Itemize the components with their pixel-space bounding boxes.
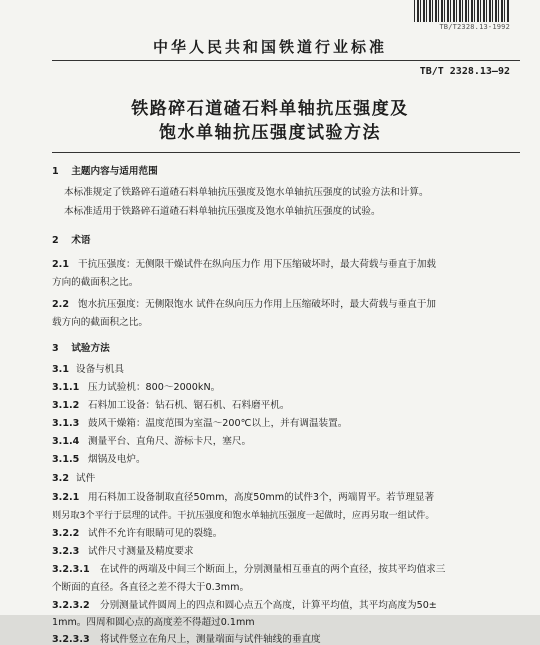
clause-3-1-4: [52, 433, 251, 447]
clause-number: 3.1.1: [52, 382, 80, 393]
clause-3-1-3: [52, 415, 347, 429]
clause-number: 3.1.5: [52, 454, 80, 465]
clause-continuation: 1mm。四周和圆心点的高度差不得超过0.1mm: [52, 617, 255, 628]
clause-text: 烟锅及电炉。: [88, 454, 146, 465]
section-title: 主题内容与适用范围: [71, 166, 158, 177]
clause-text: 试件: [76, 473, 96, 484]
section-1-heading: [52, 163, 158, 177]
section-title: 试验方法: [71, 343, 110, 354]
clause-text: 在试件的两端及中间三个断面上，分别测量相互垂直的两个直径，按其平均值求三: [100, 564, 446, 575]
clause-3-2-1: [52, 489, 434, 503]
clause-number: 2.1: [52, 259, 69, 270]
clause-text: 饱水抗压强度：无侧限饱水 试件在纵向压力作用上压缩破坏时，最大荷载与垂直于加: [78, 299, 437, 310]
section-2-heading: [52, 232, 91, 246]
clause-number: 3.1.2: [52, 400, 80, 411]
clause-number: 3.2.3.3: [52, 634, 90, 645]
clause-text: 设备与机具: [76, 364, 124, 375]
document-title-line-1: 铁路碎石道碴石料单轴抗压强度及: [131, 99, 409, 119]
section-title: 术语: [71, 235, 91, 246]
section-number: 2: [52, 235, 59, 246]
clause-text: 试件不允许有眼睛可见的裂缝。: [88, 528, 223, 539]
clause-continuation: 则另取3个平行于层理的试件。干抗压强度和饱水单轴抗压强度一起做时，应再另取一组试件。: [52, 510, 435, 521]
clause-number: 3.1.4: [52, 436, 80, 447]
clause-3-2: [52, 470, 95, 484]
clause-number: 3.2.3: [52, 546, 80, 557]
paragraph: 本标准规定了铁路碎石道碴石料单轴抗压强度及饱水单轴抗压强度的试验方法和计算。: [64, 187, 429, 198]
section-3-heading: [52, 340, 110, 354]
clause-text: 试件尺寸测量及精度要求: [88, 546, 194, 557]
clause-3-2-3-2: [52, 597, 437, 611]
clause-3-1: [52, 361, 124, 375]
clause-3-2-3: [52, 543, 194, 557]
clause-text: 石料加工设备：钻石机、锯石机、石料磨平机。: [88, 400, 290, 411]
clause-number: 3.2.2: [52, 528, 80, 539]
clause-text: 用石料加工设备制取直径50mm，高度50mm的试件3个，两端胃平。若节理显著: [88, 492, 435, 503]
clause-number: 2.2: [52, 299, 69, 310]
clause-text: 压力试验机：800～2000kN。: [88, 382, 221, 393]
clause-3-1-2: [52, 397, 289, 411]
barcode-code: TB/T2328.13-1992: [439, 23, 510, 31]
clause-text: 分别测量试件圆周上的四点和圆心点五个高度，计算平均值，其平均高度为50±: [100, 600, 437, 611]
clause-3-2-3-1: [52, 561, 445, 575]
barcode-image: [414, 0, 510, 22]
clause-continuation: 个断面的直径。各直径之差不得大于0.3mm。: [52, 582, 250, 593]
clause-text: 干抗压强度：无侧限干燥试件在纵向压力作 用下压缩破坏时，最大荷载与垂直于加载: [78, 259, 437, 270]
clause-number: 3.2: [52, 473, 69, 484]
standard-category-header: 中华人民共和国铁道行业标准: [152, 38, 387, 56]
clause-number: 3.2.1: [52, 492, 80, 503]
clause-text: 测量平台、直角尺、游标卡尺，塞尺。: [88, 436, 252, 447]
clause-number: 3.1.3: [52, 418, 80, 429]
clause-3-1-1: [52, 379, 220, 393]
section-number: 3: [52, 343, 59, 354]
clause-continuation: 载方向的截面积之比。: [52, 317, 148, 328]
clause-3-1-5: [52, 451, 146, 465]
standard-number: TB/T 2328.13—92: [419, 66, 510, 77]
clause-3-2-3-3: [52, 631, 321, 645]
clause-number: 3.2.3.1: [52, 564, 90, 575]
clause-number: 3.1: [52, 364, 69, 375]
clause-number: 3.2.3.2: [52, 600, 90, 611]
paragraph: 本标准适用于铁路碎石道碴石料单轴抗压强度及饱水单轴抗压强度的试验。: [64, 206, 381, 217]
title-rule: [52, 152, 520, 153]
header-rule: [52, 60, 520, 61]
clause-2-1: [52, 256, 436, 270]
clause-3-2-2: [52, 525, 222, 539]
clause-2-2: [52, 296, 436, 310]
clause-text: 将试件竖立在角尺上，测量端面与试件轴线的垂直度: [100, 634, 321, 645]
clause-text: 鼓风干燥箱：温度范围为室温～200℃以上，并有调温装置。: [88, 418, 348, 429]
clause-continuation: 方向的截面积之比。: [52, 277, 139, 288]
document-title-line-2: 饱水单轴抗压强度试验方法: [159, 123, 381, 143]
section-number: 1: [52, 166, 59, 177]
